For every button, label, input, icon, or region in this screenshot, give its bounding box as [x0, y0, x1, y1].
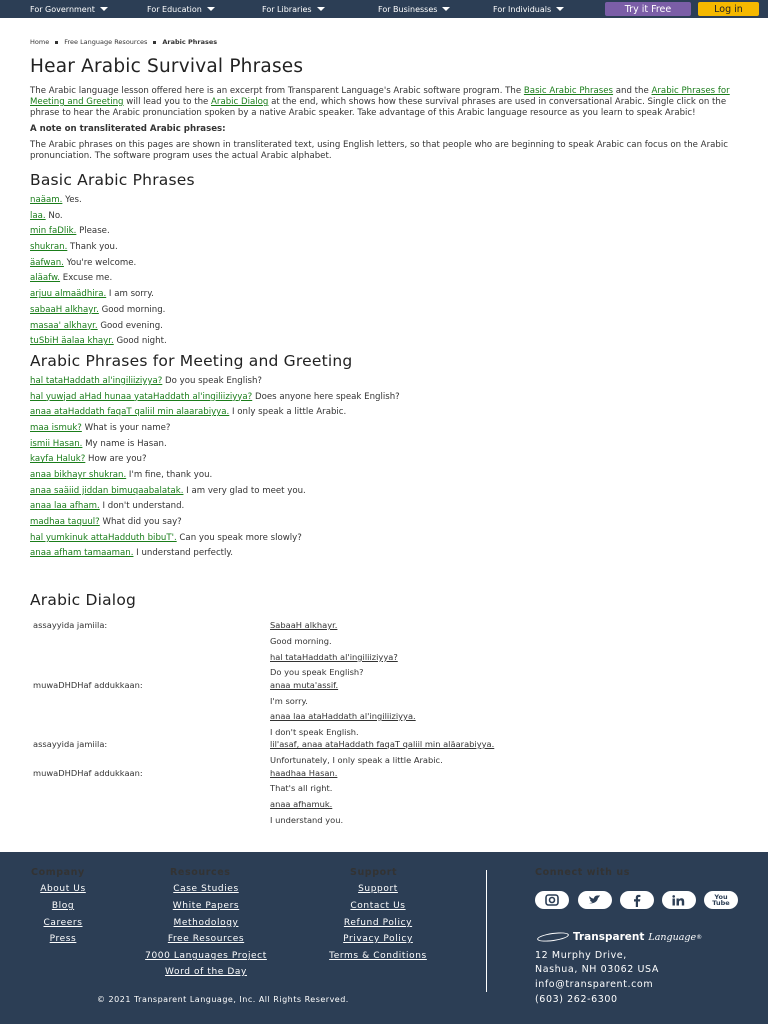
intro-paragraph: The Arabic language lesson offered here is an excerpt from Transparent Language's Arabic software program. The Basic Arabic Phrases and the Arabic Phrases for Meeting and Greeting will lead you to the Arabic Dialog at the end, which shows how these survival phrases are used in conversational Arabic. Single click on the phrase to hear the Arabic pronunciation spoken by a native Arabic speaker. Take advantage of this Arabic language resource as you learn to speak Arabic! — [30, 86, 730, 118]
phrase-audio-link[interactable]: madhaa taquul? — [30, 517, 100, 528]
facebook-icon[interactable] — [620, 891, 654, 909]
phrase-audio-link[interactable]: min faDlik. — [30, 226, 77, 237]
phrase-audio-link[interactable]: anaa bikhayr shukran. — [30, 470, 127, 480]
meeting-phrases-heading: Arabic Phrases for Meeting and Greeting — [30, 351, 353, 370]
arabic-dialog-link[interactable]: Arabic Dialog — [211, 97, 269, 107]
breadcrumb-home[interactable]: Home — [30, 38, 50, 46]
basic-phrases-link[interactable]: Basic Arabic Phrases — [523, 86, 614, 96]
phrase-item: anaa afham tamaaman. I understand perfectly. — [30, 548, 234, 559]
footer-support-heading: Support — [350, 867, 398, 878]
footer-link-word-of-the-day[interactable]: Word of the Day — [165, 967, 247, 977]
footer-link-free-resources[interactable]: Free Resources — [167, 934, 245, 944]
footer-link-terms-conditions[interactable]: Terms & Conditions — [329, 951, 427, 961]
phrase-audio-link[interactable]: arjuu almaädhira. — [30, 289, 107, 300]
page-title: Hear Arabic Survival Phrases — [30, 56, 304, 77]
footer-link-contact-us[interactable]: Contact Us — [350, 901, 406, 911]
dialog-audio-link[interactable]: hal tataHaddath al'ingiliiziyya? — [270, 652, 398, 662]
chevron-down-icon — [100, 7, 108, 11]
phrase-item: naäam. Yes. — [30, 195, 82, 205]
login-button[interactable]: Log in — [698, 2, 759, 16]
phrase-item: masaa' alkhayr. Good evening. — [30, 320, 163, 331]
phrase-item: hal tataHaddath al'ingiliiziyya? Do you speak English? — [30, 375, 262, 386]
basic-phrases-heading: Basic Arabic Phrases — [30, 171, 195, 189]
phrase-item: anaa bikhayr shukran. I'm fine, thank you. — [30, 470, 213, 480]
dialog-translation: I'm sorry. — [270, 696, 308, 706]
breadcrumb — [30, 38, 217, 46]
dialog-audio-link[interactable]: anaa afhamuk. — [270, 799, 333, 809]
phrase-audio-link[interactable]: hal tataHaddath al'ingiliiziyya? — [30, 375, 163, 386]
contact-email[interactable]: info@transparent.com — [535, 979, 654, 990]
chevron-down-icon — [317, 7, 325, 11]
arabic-dialog-heading: Arabic Dialog — [30, 591, 137, 609]
phrase-item: maa ismuk? What is your name? — [30, 422, 171, 433]
nav-for-businesses[interactable]: For Businesses — [378, 5, 450, 14]
phrase-audio-link[interactable]: tuSbiH äalaa khayr. — [30, 336, 114, 347]
main-content — [30, 56, 740, 564]
note-body: The Arabic phrases on this pages are shown in transliterated text, using English letters, so that people who are beginning to speak Arabic can focus on the Arabic pronunciation. The software program uses the actual Arabic alphabet. — [30, 140, 728, 161]
footer-link-careers[interactable]: Careers — [43, 918, 83, 928]
phrase-item: arjuu almaädhira. I am sorry. — [30, 289, 154, 300]
twitter-icon[interactable] — [578, 891, 612, 909]
phrase-item: hal yumkinuk attaHadduth bibuT'. Can you speak more slowly? — [30, 532, 302, 543]
footer-link-support[interactable]: Support — [358, 884, 398, 894]
phrase-audio-link[interactable]: ismii Hasan. — [30, 438, 83, 449]
footer-resources-heading: Resources — [170, 867, 231, 878]
try-it-free-button[interactable]: Try it Free — [605, 2, 691, 16]
nav-for-government[interactable]: For Government — [30, 5, 108, 14]
phrase-item: anaa laa afham. I don't understand. — [30, 501, 185, 512]
phrase-audio-link[interactable]: anaa laa afham. — [30, 501, 100, 512]
breadcrumb-current: Arabic Phrases — [162, 38, 218, 46]
address-line-2: Nashua, NH 03062 USA — [535, 964, 659, 975]
nav-for-libraries[interactable]: For Libraries — [262, 5, 325, 14]
phrase-item: min faDlik. Please. — [30, 226, 110, 237]
phrase-item: laa. No. — [30, 210, 63, 221]
phrase-audio-link[interactable]: laa. — [30, 210, 46, 221]
phrase-item: tuSbiH äalaa khayr. Good night. — [30, 336, 167, 347]
footer-link-7000-languages[interactable]: 7000 Languages Project — [145, 951, 267, 961]
footer-company-heading: Company — [31, 867, 85, 878]
phrase-audio-link[interactable]: sabaaH alkhayr. — [30, 304, 99, 315]
phrase-item: madhaa taquul? What did you say? — [30, 517, 182, 528]
copyright: © 2021 Transparent Language, Inc. All Rights Reserved. — [97, 995, 349, 1004]
phrase-audio-link[interactable]: masaa' alkhayr. — [30, 320, 98, 331]
dialog-speaker: muwaDHDHaf addukkaan: — [33, 680, 143, 690]
footer-connect-heading: Connect with us — [535, 867, 631, 878]
breadcrumb-separator — [55, 41, 58, 44]
dialog-translation: I understand you. — [270, 815, 344, 825]
phrase-item: anaa ataHaddath faqaT qaliil min alaarabiyya. I only speak a little Arabic. — [30, 407, 347, 418]
phrase-audio-link[interactable]: äafwan. — [30, 257, 64, 268]
dialog-audio-link[interactable]: haadhaa Hasan. — [270, 768, 338, 778]
dialog-audio-link[interactable]: anaa laa ataHaddath al'ingiliiziyya. — [270, 711, 416, 721]
nav-for-individuals[interactable]: For Individuals — [493, 5, 564, 14]
phrase-audio-link[interactable]: shukran. — [30, 242, 68, 253]
footer-link-case-studies[interactable]: Case Studies — [173, 884, 239, 894]
footer-link-privacy-policy[interactable]: Privacy Policy — [343, 934, 413, 944]
dialog-speaker: assayyida jamiila: — [33, 620, 108, 630]
contact-phone[interactable]: (603) 262-6300 — [535, 994, 618, 1005]
note-title: A note on transliterated Arabic phrases: — [30, 124, 226, 134]
dialog-audio-link[interactable]: anaa muta'assif. — [270, 680, 339, 690]
phrase-audio-link[interactable]: aläafw. — [30, 273, 61, 284]
footer-link-about-us[interactable]: About Us — [40, 884, 86, 894]
phrase-audio-link[interactable]: anaa afham tamaaman. — [30, 548, 134, 559]
footer-link-white-papers[interactable]: White Papers — [172, 901, 240, 911]
phrase-audio-link[interactable]: maa ismuk? — [30, 422, 82, 433]
phrase-item: kayfa Haluk? How are you? — [30, 454, 147, 465]
phrase-item: aläafw. Excuse me. — [30, 273, 113, 284]
chevron-down-icon — [442, 7, 450, 11]
footer-link-press[interactable]: Press — [49, 934, 77, 944]
phrase-item: anaa saäiid jiddan bimuqaabalatak. I am very glad to meet you. — [30, 485, 306, 496]
phrase-audio-link[interactable]: hal yumkinuk attaHadduth bibuT'. — [30, 532, 177, 543]
dialog-speaker: assayyida jamiila: — [33, 739, 108, 749]
dialog-audio-link[interactable]: SabaaH alkhayr. — [270, 620, 338, 630]
dialog-translation: Unfortunately, I only speak a little Arabic. — [270, 755, 443, 765]
instagram-icon[interactable] — [535, 891, 569, 909]
phrase-item: ismii Hasan. My name is Hasan. — [30, 438, 167, 449]
nav-for-education[interactable]: For Education — [147, 5, 215, 14]
dialog-translation: I don't speak English. — [270, 727, 359, 737]
basic-phrases-list — [30, 195, 740, 352]
footer-link-refund-policy[interactable]: Refund Policy — [343, 918, 413, 928]
logo-mark-icon — [537, 931, 570, 943]
address-line-1: 12 Murphy Drive, — [535, 950, 627, 961]
phrase-audio-link[interactable]: anaa saäiid jiddan bimuqaabalatak. — [30, 485, 184, 496]
top-navigation — [0, 0, 768, 18]
phrase-item: shukran. Thank you. — [30, 242, 118, 253]
phrase-item: hal yuwjad aHad hunaa yataHaddath al'ingiliiziyya? Does anyone here speak English? — [30, 391, 400, 402]
dialog-audio-link[interactable]: lil'asaf, anaa ataHaddath faqaT qaliil min aläarabiyya. — [270, 739, 495, 749]
chevron-down-icon — [556, 7, 564, 11]
footer-divider — [486, 870, 487, 992]
chevron-down-icon — [207, 7, 215, 11]
dialog-translation: Do you speak English? — [270, 667, 364, 677]
phrase-audio-link[interactable]: kayfa Haluk? — [30, 454, 86, 465]
breadcrumb-separator — [153, 41, 156, 44]
linkedin-icon[interactable] — [662, 891, 696, 909]
dialog-translation: That's all right. — [270, 783, 333, 793]
phrase-audio-link[interactable]: naäam. — [30, 195, 63, 205]
footer-link-blog[interactable]: Blog — [51, 901, 75, 911]
phrase-audio-link[interactable]: anaa ataHaddath faqaT qaliil min alaarabiyya. — [30, 407, 230, 418]
youtube-icon[interactable]: You Tube — [704, 891, 738, 909]
phrase-item: sabaaH alkhayr. Good morning. — [30, 304, 166, 315]
dialog-speaker: muwaDHDHaf addukkaan: — [33, 768, 143, 778]
breadcrumb-free-language-resources[interactable]: Free Language Resources — [64, 38, 148, 46]
transparent-language-logo[interactable]: Transparent Language ® — [537, 931, 702, 943]
meeting-phrases-link[interactable]: Arabic Phrases for Meeting and Greeting — [30, 86, 730, 107]
dialog-translation: Good morning. — [270, 636, 332, 646]
meeting-phrases-list — [30, 376, 740, 564]
phrase-audio-link[interactable]: hal yuwjad aHad hunaa yataHaddath al'ingiliiziyya? — [30, 391, 253, 402]
footer-link-methodology[interactable]: Methodology — [173, 918, 239, 928]
phrase-item: äafwan. You're welcome. — [30, 257, 137, 268]
